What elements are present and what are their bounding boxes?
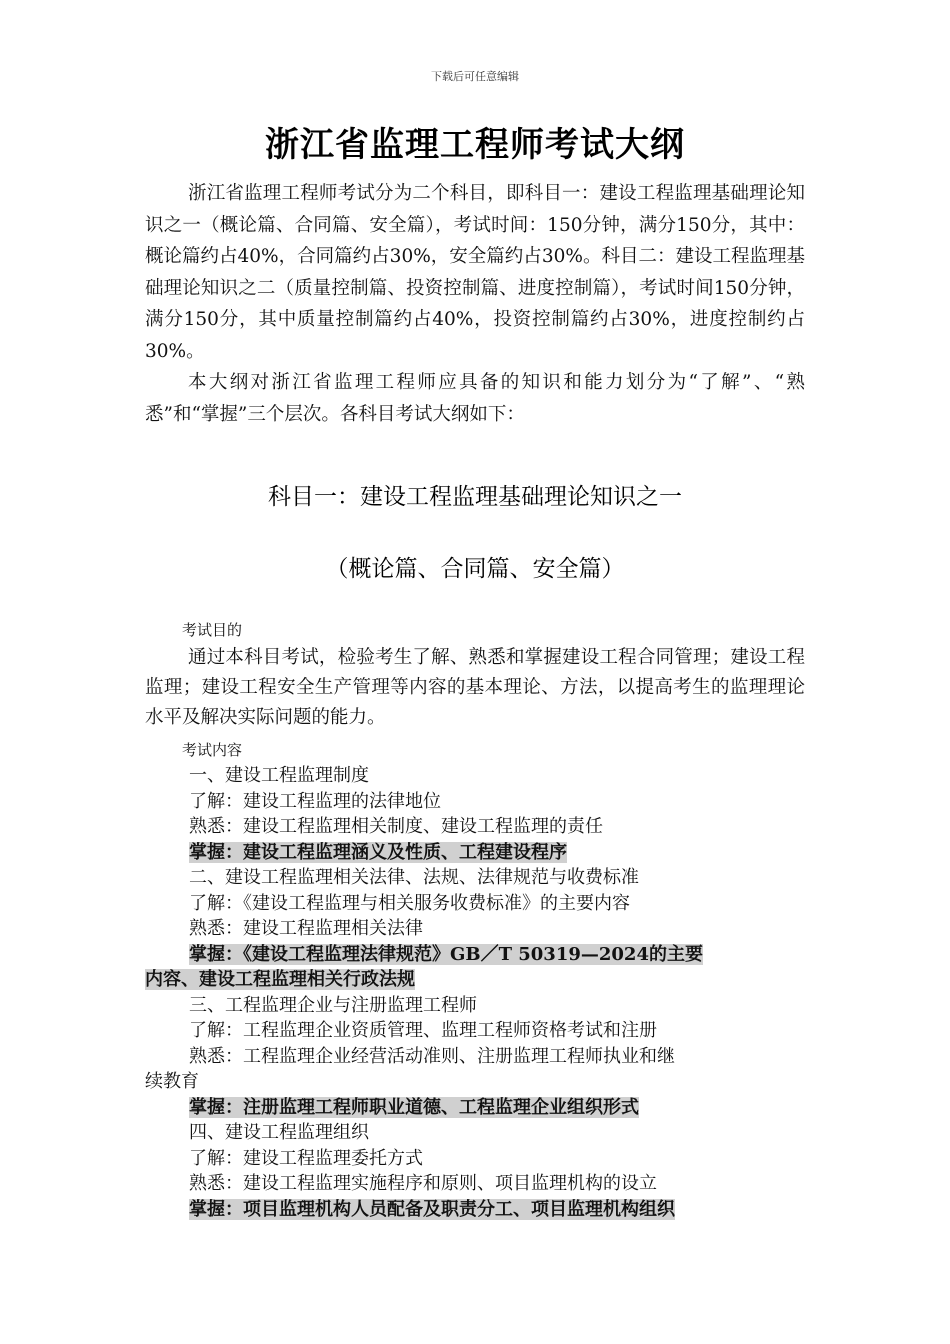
master-line: 掌握：建设工程监理涵义及性质、工程建设程序 (189, 841, 567, 863)
section-4 (145, 1120, 805, 1222)
section-title: 一、建设工程监理制度 (189, 765, 369, 786)
familiar-line: 熟悉：建设工程监理相关法律 (189, 918, 423, 939)
master-line: 掌握：项目监理机构人员配备及职责分工、项目监理机构组织 (189, 1198, 675, 1220)
understand-line: 了解：建设工程监理的法律地位 (189, 790, 441, 812)
purpose-paragraph: 通过本科目考试，检验考生了解、熟悉和掌握建设工程合同管理；建设工程监理；建设工程安全生产管理等内容的基本理论、方法，以提高考生的监理理论水平及解决实际问题的能力。 (145, 647, 805, 728)
intro-paragraph-1: 浙江省监理工程师考试分为二个科目，即科目一：建设工程监理基础理论知识之一（概论篇、合同篇、安全篇），考试时间：150分钟，满分150分，其中：概论篇约占40%，合同篇约占30%，安全篇约占30%。科目二：建设工程监理基础理论知识之二（质量控制篇、投资控制篇、进度控制篇），考试时间150分钟，满分150分，其中质量控制篇约占40%，投资控制篇约占30%，进度控制约占30%。 (145, 183, 805, 362)
section-2 (145, 865, 805, 993)
document-title: 浙江省监理工程师考试大纲 (265, 125, 685, 165)
section-1 (145, 763, 805, 865)
master-line: 掌握：注册监理工程师职业道德、工程监理企业组织形式 (189, 1096, 639, 1118)
header-note: 下载后可任意编辑 (431, 70, 519, 83)
section-title: 四、建设工程监理组织 (189, 1122, 369, 1143)
content-label: 考试内容 (182, 741, 243, 759)
familiar-line: 熟悉：工程监理企业经营活动准则、注册监理工程师执业和继 (189, 1045, 675, 1067)
understand-line: 了解：工程监理企业资质管理、监理工程师资格考试和注册 (189, 1020, 657, 1041)
intro-section (145, 178, 805, 430)
master-line-continued: 内容、建设工程监理相关行政法规 (145, 969, 415, 990)
section-title: 二、建设工程监理相关法律、法规、法律规范与收费标准 (189, 867, 639, 888)
section-title: 三、工程监理企业与注册监理工程师 (189, 994, 477, 1016)
familiar-line-continued: 续教育 (145, 1071, 199, 1092)
subject-body (145, 617, 805, 1222)
section-3 (145, 993, 805, 1121)
subject-heading: 科目一：建设工程监理基础理论知识之一 (268, 484, 682, 510)
subject-subheading: （概论篇、合同篇、安全篇） (325, 556, 625, 582)
intro-paragraph-2: 本大纲对浙江省监理工程师应具备的知识和能力划分为“了解”、“熟悉”和“掌握”三个层次。各科目考试大纲如下： (145, 372, 805, 425)
familiar-line: 熟悉：建设工程监理实施程序和原则、项目监理机构的设立 (189, 1173, 657, 1194)
master-line: 掌握：《建设工程监理法律规范》GB／T 50319—2024的主要 (189, 943, 703, 965)
familiar-line: 熟悉：建设工程监理相关制度、建设工程监理的责任 (189, 816, 603, 837)
understand-line: 了解：建设工程监理委托方式 (189, 1147, 423, 1169)
understand-line: 了解：《建设工程监理与相关服务收费标准》的主要内容 (189, 892, 630, 914)
purpose-label: 考试目的 (182, 621, 243, 639)
